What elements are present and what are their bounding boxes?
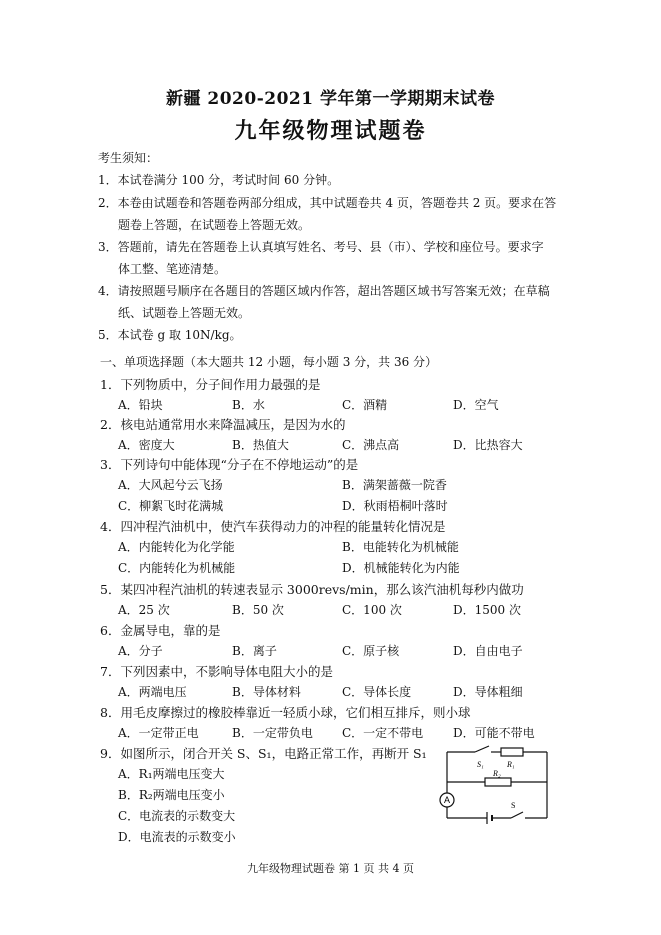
option: B．热值大 [232,438,289,452]
option: B．离子 [232,644,277,658]
question-stem: 8．用毛皮摩擦过的橡胶棒靠近一轻质小球，它们相互排斥，则小球 [100,705,471,720]
question-stem: 2．核电站通常用水来降温减压，是因为水的 [100,417,346,432]
option: A．分子 [118,644,163,658]
option: B．满架蔷薇一院香 [342,478,447,492]
resistor-r2-label: R₂ [493,769,501,778]
circuit-diagram [437,742,555,828]
option: C．电流表的示数变大 [118,809,236,823]
notice-line: 3．答题前，请先在答题卷上认真填写姓名、考号、县（市）、学校和座位号。要求字 [98,240,544,254]
option: B．导体材料 [232,685,301,699]
option: C．内能转化为机械能 [118,561,236,575]
option: A．25 次 [118,603,170,617]
resistor-r1-icon [501,748,523,756]
option: D．机械能转化为内能 [342,561,460,575]
notice-line: 4．请按照题号顺序在各题目的答题区域内作答，超出答题区域书写答案无效；在草稿 [98,284,550,298]
option: A．密度大 [118,438,175,452]
question-stem: 5．某四冲程汽油机的转速表显示 3000revs/min，那么该汽油机每秒内做功 [100,582,524,597]
notice-line: 5．本试卷 g 取 10N/kg。 [98,328,242,342]
switch-s-label: S [511,801,516,810]
notice-line: 纸、试题卷上答题无效。 [118,306,251,320]
resistor-r1-label: R₁ [507,760,515,769]
switch-s1-label: S₁ [477,760,484,769]
question-stem: 9．如图所示，闭合开关 S、S₁，电路正常工作，再断开 S₁ [100,746,427,761]
exam-subtitle: 九年级物理试题卷 [234,118,427,144]
option: A．R₁两端电压变大 [118,767,225,781]
exam-title: 新疆 2020-2021 学年第一学期期末试卷 [165,89,496,109]
question-stem: 7．下列因素中，不影响导体电阻大小的是 [100,664,333,679]
section-heading: 一、单项选择题（本大题共 12 小题，每小题 3 分，共 36 分） [100,355,438,369]
option: D．自由电子 [453,644,523,658]
option: C．柳絮飞时花满城 [118,499,224,513]
option: C．100 次 [342,603,402,617]
notice-line: 体工整、笔迹清楚。 [118,262,227,276]
notice-line: 2．本卷由试题卷和答题卷两部分组成，其中试题卷共 4 页，答题卷共 2 页。要求在答 [98,196,557,210]
switch-s-icon [511,812,523,818]
notice-line: 1．本试卷满分 100 分，考试时间 60 分钟。 [98,173,340,187]
option: D．比热容大 [453,438,523,452]
option: A．内能转化为化学能 [118,540,235,554]
option: D．电流表的示数变小 [118,830,236,844]
option: B．电能转化为机械能 [342,540,459,554]
option: C．一定不带电 [342,726,424,740]
ammeter-label: A [443,795,451,805]
option: A．一定带正电 [118,726,199,740]
question-stem: 1．下列物质中，分子间作用力最强的是 [100,377,321,392]
notice-line: 题卷上答题，在试题卷上答题无效。 [118,218,311,232]
option: D．导体粗细 [453,685,523,699]
option: C．导体长度 [342,685,412,699]
option: D．空气 [453,398,499,412]
option: B．一定带负电 [232,726,313,740]
option: C．沸点高 [342,438,400,452]
option: B．50 次 [232,603,284,617]
resistor-r2-icon [485,778,511,786]
option: D．秋雨梧桐叶落时 [342,499,448,513]
question-stem: 4．四冲程汽油机中，使汽车获得动力的冲程的能量转化情况是 [100,519,446,534]
option: D．1500 次 [453,603,521,617]
notice-heading: 考生须知： [98,151,159,165]
question-stem: 3．下列诗句中能体现“分子在不停地运动”的是 [100,457,359,472]
option: A．大风起兮云飞扬 [118,478,223,492]
option: D．可能不带电 [453,726,535,740]
page-footer: 九年级物理试题卷 第 1 页 共 4 页 [247,862,414,875]
option: A．铅块 [118,398,163,412]
option: A．两端电压 [118,685,187,699]
switch-s1-icon [475,746,489,752]
question-stem: 6．金属导电，靠的是 [100,623,221,638]
option: C．原子核 [342,644,400,658]
option: B．R₂两端电压变小 [118,788,225,802]
option: C．酒精 [342,398,388,412]
option: B．水 [232,398,265,412]
